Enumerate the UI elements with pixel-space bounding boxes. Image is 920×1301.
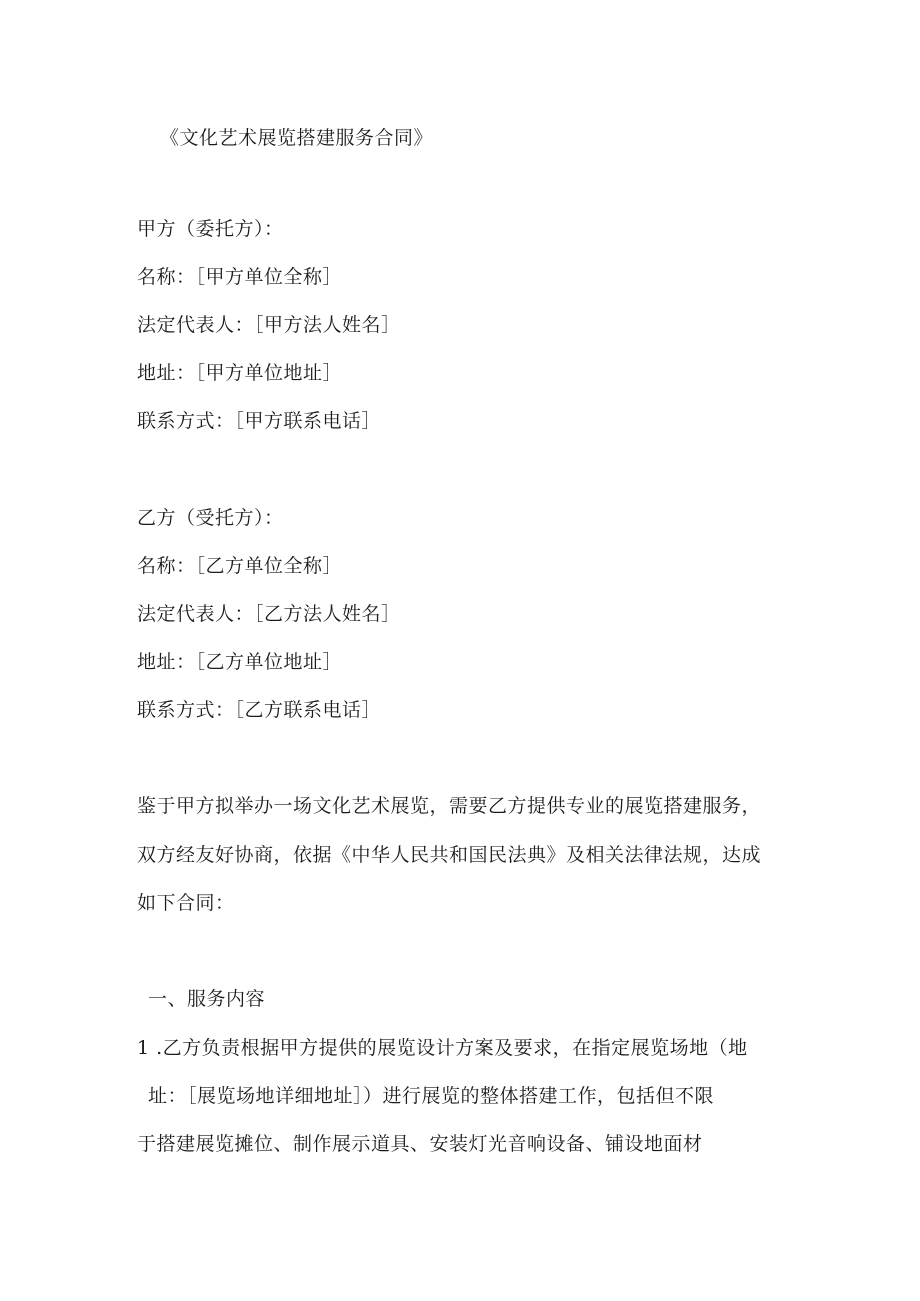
party-a-name: 名称：［甲方单位全称］ (137, 266, 343, 288)
preamble-line: 鉴于甲方拟举办一场文化艺术展览，需要乙方提供专业的展览搭建服务， (137, 795, 762, 817)
party-b-heading: 乙方（受托方）： (137, 507, 284, 529)
section-heading: 一、服务内容 (148, 988, 266, 1010)
party-a-contact: 联系方式：［甲方联系电话］ (137, 410, 382, 432)
party-b-name: 名称：［乙方单位全称］ (137, 555, 343, 577)
preamble-line: 如下合同： (137, 892, 235, 914)
party-a-heading: 甲方（委托方）： (137, 218, 284, 240)
party-b-legal-rep: 法定代表人：［乙方法人姓名］ (137, 603, 401, 625)
party-b-contact: 联系方式：［乙方联系电话］ (137, 699, 382, 721)
document-title: 《文化艺术展览搭建服务合同》 (160, 127, 434, 149)
party-a-legal-rep: 法定代表人：［甲方法人姓名］ (137, 314, 401, 336)
party-a-address: 地址：［甲方单位地址］ (137, 362, 343, 384)
preamble-line: 双方经友好协商，依据《中华人民共和国民法典》及相关法律法规，达成 (137, 844, 762, 866)
party-b-address: 地址：［乙方单位地址］ (137, 651, 343, 673)
clause-line: 址：［展览场地详细地址］）进行展览的整体搭建工作，包括但不限 (148, 1085, 715, 1107)
clause-line: 1 .乙方负责根据甲方提供的展览设计方案及要求，在指定展览场地（地 (137, 1037, 748, 1059)
clause-line: 于搭建展览摊位、制作展示道具、安装灯光音响设备、铺设地面材 (137, 1133, 703, 1155)
